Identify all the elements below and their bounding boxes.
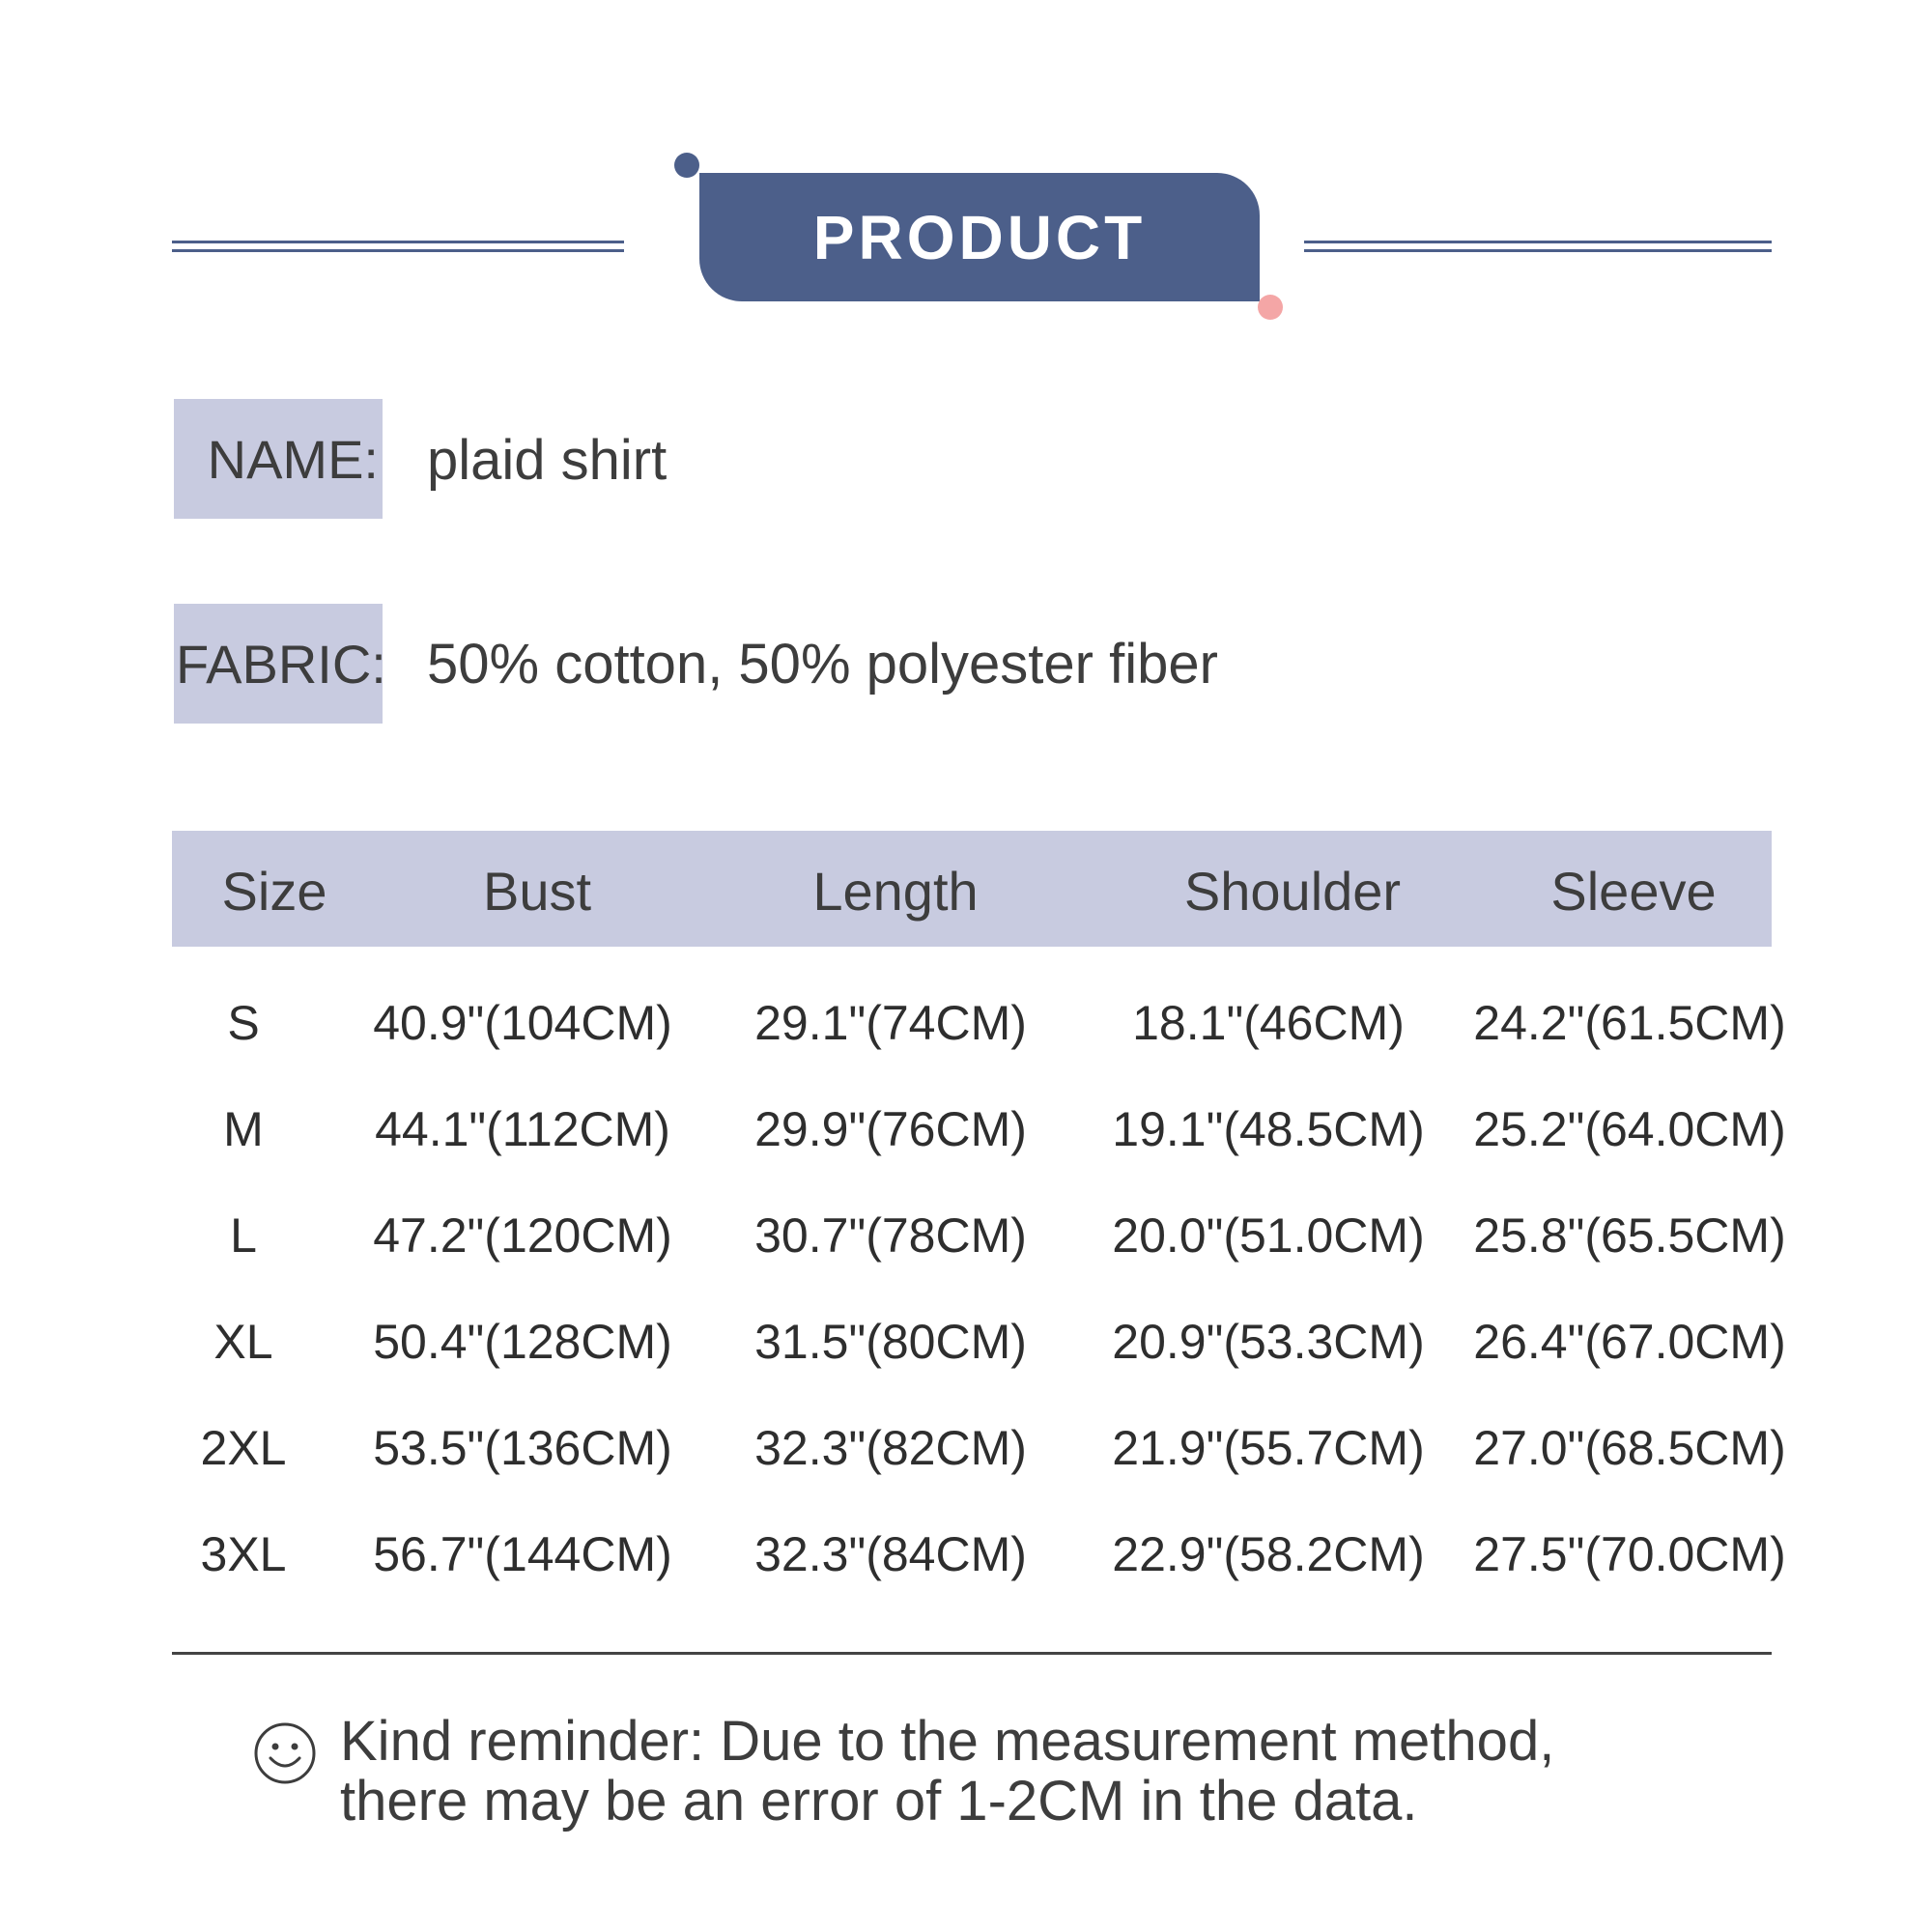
column-header-bust: Bust bbox=[482, 861, 592, 922]
fabric-label: FABRIC: bbox=[176, 633, 386, 695]
table-row bbox=[0, 1420, 1932, 1488]
table-row bbox=[0, 1314, 1932, 1381]
table-cell-sleeve: 27.5"(70.0CM) bbox=[1473, 1527, 1786, 1581]
table-cell-length: 30.7"(78CM) bbox=[754, 1208, 1027, 1263]
table-cell-length: 32.3"(82CM) bbox=[754, 1421, 1027, 1475]
table-cell-sleeve: 27.0"(68.5CM) bbox=[1473, 1421, 1786, 1475]
product-banner bbox=[699, 173, 1260, 301]
table-cell-bust: 44.1"(112CM) bbox=[375, 1102, 670, 1156]
table-cell-length: 31.5"(80CM) bbox=[754, 1315, 1027, 1369]
table-cell-shoulder: 20.0"(51.0CM) bbox=[1112, 1208, 1425, 1263]
column-header-shoulder: Shoulder bbox=[1183, 861, 1402, 922]
reminder-line-1: Kind reminder: Due to the measurement method, bbox=[340, 1710, 1555, 1773]
banner-title: PRODUCT bbox=[812, 202, 1147, 272]
table-cell-bust: 56.7"(144CM) bbox=[373, 1527, 672, 1581]
fabric-label-box bbox=[174, 604, 386, 724]
table-cell-sleeve: 25.8"(65.5CM) bbox=[1473, 1208, 1786, 1263]
column-header-size: Size bbox=[221, 861, 327, 922]
header-rule-left bbox=[172, 241, 624, 252]
table-cell-size: S bbox=[227, 996, 260, 1050]
table-row bbox=[0, 1526, 1932, 1594]
table-cell-bust: 47.2"(120CM) bbox=[373, 1208, 672, 1263]
table-cell-shoulder: 22.9"(58.2CM) bbox=[1112, 1527, 1425, 1581]
table-cell-shoulder: 21.9"(55.7CM) bbox=[1112, 1421, 1425, 1475]
name-label-box bbox=[174, 399, 383, 519]
name-value: plaid shirt bbox=[427, 429, 668, 492]
table-cell-bust: 53.5"(136CM) bbox=[373, 1421, 672, 1475]
reminder-line-2: there may be an error of 1-2CM in the data. bbox=[340, 1770, 1418, 1833]
table-cell-size: 3XL bbox=[200, 1527, 287, 1581]
measurement-reminder bbox=[340, 1712, 1554, 1832]
column-header-sleeve: Sleeve bbox=[1550, 861, 1717, 922]
table-cell-length: 32.3"(84CM) bbox=[754, 1527, 1027, 1581]
table-cell-shoulder: 19.1"(48.5CM) bbox=[1112, 1102, 1425, 1156]
table-cell-bust: 50.4"(128CM) bbox=[373, 1315, 672, 1369]
table-cell-sleeve: 25.2"(64.0CM) bbox=[1473, 1102, 1786, 1156]
size-table-header bbox=[172, 831, 1772, 947]
table-cell-sleeve: 24.2"(61.5CM) bbox=[1473, 996, 1786, 1050]
table-cell-shoulder: 18.1"(46CM) bbox=[1132, 996, 1405, 1050]
smiley-icon bbox=[253, 1721, 317, 1785]
fabric-value: 50% cotton, 50% polyester fiber bbox=[427, 633, 1218, 696]
table-bottom-divider bbox=[172, 1652, 1772, 1655]
table-cell-size: L bbox=[230, 1208, 257, 1263]
table-row bbox=[0, 1101, 1932, 1169]
table-cell-length: 29.1"(74CM) bbox=[754, 996, 1027, 1050]
table-cell-length: 29.9"(76CM) bbox=[754, 1102, 1027, 1156]
table-cell-size: M bbox=[223, 1102, 264, 1156]
table-cell-sleeve: 26.4"(67.0CM) bbox=[1473, 1315, 1786, 1369]
name-label: NAME: bbox=[207, 428, 379, 490]
header-dot-pink bbox=[1258, 295, 1283, 320]
header-rule-right bbox=[1304, 241, 1772, 252]
table-cell-size: XL bbox=[213, 1315, 273, 1369]
table-row bbox=[0, 995, 1932, 1063]
table-cell-size: 2XL bbox=[200, 1421, 287, 1475]
table-cell-shoulder: 20.9"(53.3CM) bbox=[1112, 1315, 1425, 1369]
table-cell-bust: 40.9"(104CM) bbox=[373, 996, 672, 1050]
table-row bbox=[0, 1208, 1932, 1275]
header-dot-navy bbox=[674, 153, 699, 178]
column-header-length: Length bbox=[812, 861, 979, 922]
